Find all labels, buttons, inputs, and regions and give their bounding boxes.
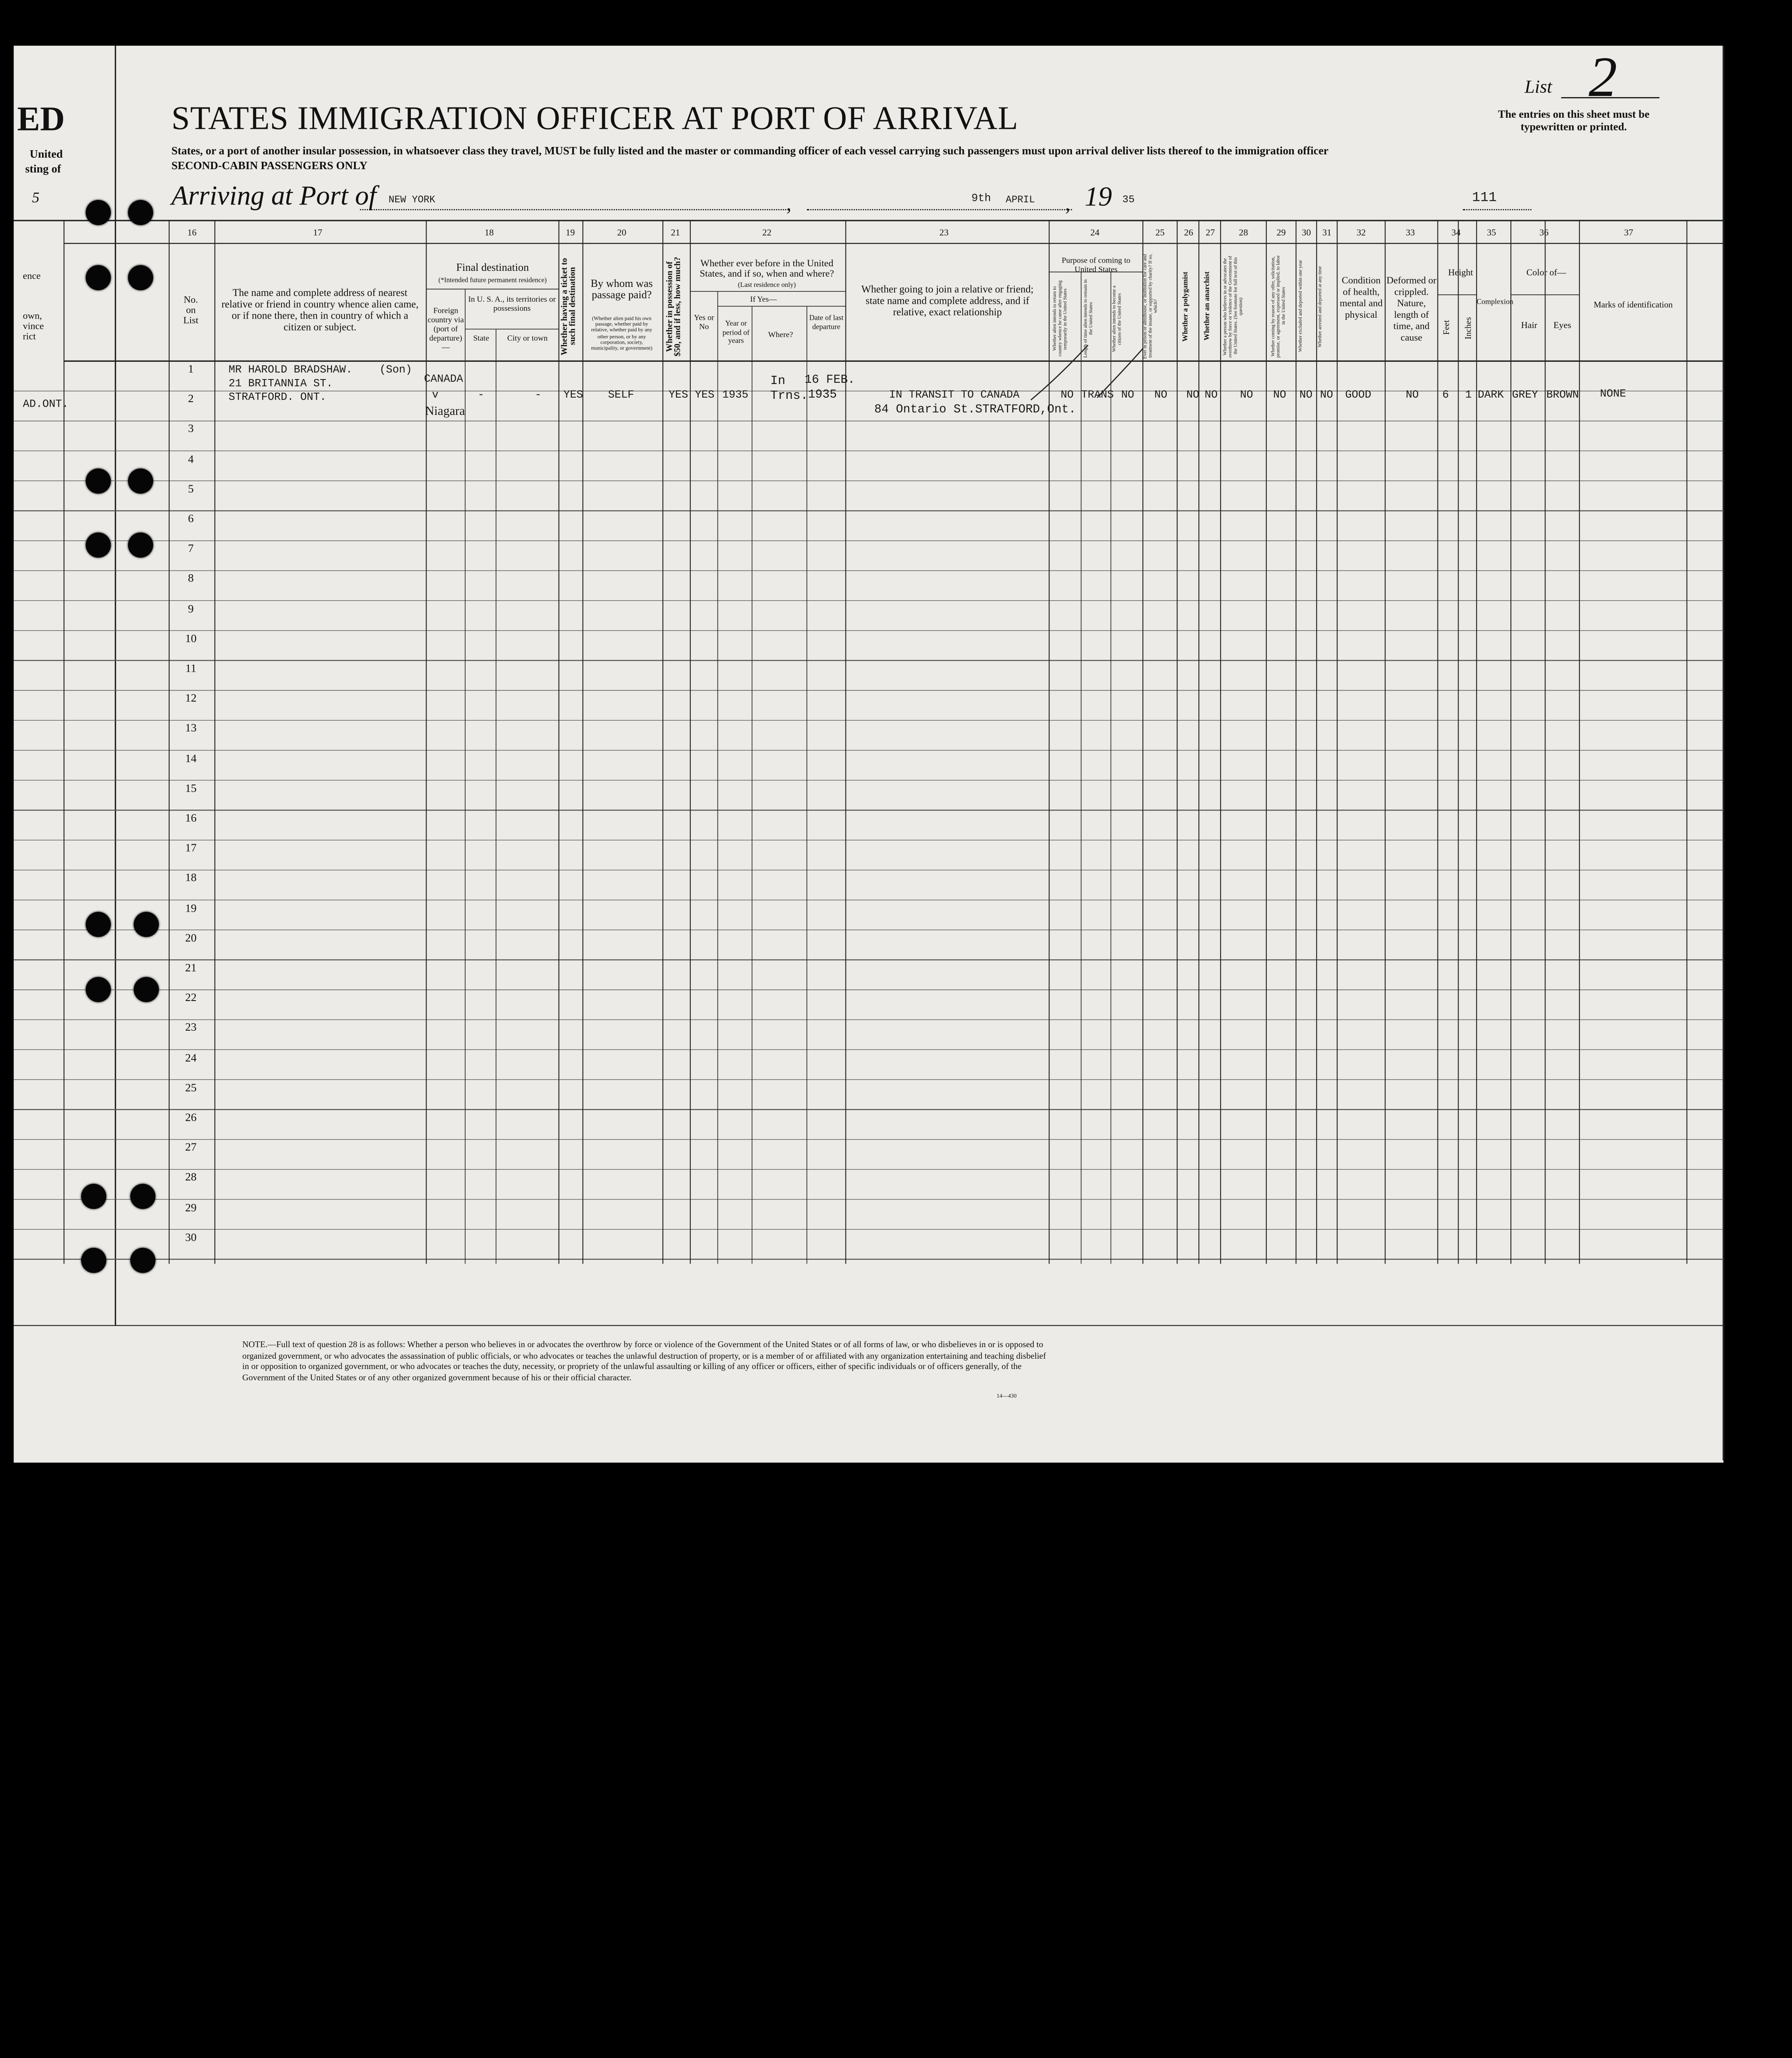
entry-has-50: YES xyxy=(669,388,688,401)
entry-state: - xyxy=(478,388,485,401)
entry-been-before: YES xyxy=(694,388,715,401)
header-col17: The name and complete address of nearest relative or friend in country whence alien came, or if none there, then in country of which a citizen or subject. xyxy=(221,286,419,333)
header-col19: Whether having a ticket to such final destination xyxy=(559,257,577,355)
column-number-33: 33 xyxy=(1405,227,1415,238)
entry-last-departure-2: 1935 xyxy=(808,388,837,403)
row-number-7: 7 xyxy=(188,543,194,556)
column-number-22: 22 xyxy=(762,227,771,238)
header-col16: No. on List xyxy=(183,293,198,326)
row-number-4: 4 xyxy=(188,453,194,466)
row-number-24: 24 xyxy=(185,1052,197,1065)
left-fragment-2: sting of xyxy=(25,163,61,176)
entry-ticket: YES xyxy=(563,388,583,401)
entry-polygamist: NO xyxy=(1186,388,1200,401)
row-number-29: 29 xyxy=(185,1201,197,1214)
header-col24-b: Length of time alien intends to remain in the United States xyxy=(1082,279,1093,358)
header-col18-usa: In U. S. A., its territories or possessions xyxy=(468,295,556,313)
header-col30: Whether excluded and deported within one year xyxy=(1297,260,1303,352)
entry-excluded: NO xyxy=(1299,388,1313,401)
row-number-1: 1 xyxy=(188,363,194,376)
row-number-26: 26 xyxy=(185,1112,197,1124)
date-day: 9th xyxy=(971,192,991,205)
header-col22-year: Year or period of years xyxy=(722,320,750,345)
entry-joining-1: IN TRANSIT TO CANADA xyxy=(889,388,1020,401)
header-col18-city: City or town xyxy=(507,333,548,343)
entry-purpose-b: TRANS xyxy=(1081,388,1114,401)
left-col-fragment: ence xyxy=(23,270,41,281)
row-number-11: 11 xyxy=(185,663,196,675)
header-col21: Whether in possession of $50, and if less, how much? xyxy=(664,256,683,356)
date-month: APRIL xyxy=(1006,194,1035,206)
entry-where-1: In xyxy=(770,375,785,389)
row-number-2: 2 xyxy=(188,393,194,406)
footnote: NOTE.—Full text of question 28 is as follows: Whether a person who believes in or advocates the overthrow by force or violence of the Government of the United States or of all forms of law, or who disbelieves in or is opposed to organized government, or who advocates the assassination of public officials, or who advocates or teaches the unlawful destruction of property, or is a member of or affiliated with any organization entertaining and teaching disbelief in or opposition to organized government, or who advocates or teaches the duty, necessity, or propriety of the unlawful assaulting or killing of any officer or officers, either of specific individuals or of officers generally, of the Government of the United States or of any other organized government because of his or their official character. xyxy=(242,1339,1046,1383)
header-col24-a: Whether alien intends to return to country whence he came after engaging temporarily in the United States xyxy=(1051,281,1068,357)
header-col22-date: Date of last departure xyxy=(809,314,844,331)
column-number-17: 17 xyxy=(313,227,322,238)
left-col-fragment-2: own, vince rict xyxy=(23,310,44,342)
row-number-5: 5 xyxy=(188,483,194,496)
header-col28: Whether a person who believes in or advocates the overthrow by force or violence of the Government of the United States. (See footnote for full text of this question) xyxy=(1221,255,1243,357)
header-col18-title: Final destination xyxy=(456,263,529,275)
form-number: 14—430 xyxy=(996,1394,1017,1400)
arriving-label: Arriving at Port of xyxy=(171,182,377,212)
title-fragment: ED xyxy=(17,100,65,138)
entry-feet: 6 xyxy=(1442,388,1449,401)
header-col18-state: State xyxy=(473,333,489,343)
comma-2: , xyxy=(1065,192,1070,215)
header-col26: Whether a polygamist xyxy=(1181,271,1190,342)
row-number-23: 23 xyxy=(185,1022,197,1035)
header-col34-inches: Inches xyxy=(1463,317,1473,339)
left-fragment-1: United xyxy=(30,148,63,161)
port-value: NEW YORK xyxy=(388,194,436,206)
header-col22-title: Whether ever before in the United States, and if so, when and where? xyxy=(699,257,834,279)
header-col22-yesno: Yes or No xyxy=(694,313,714,332)
column-number-18: 18 xyxy=(485,227,494,238)
header-col18-foreign: Foreign country via (port of departure)— xyxy=(427,306,464,352)
header-col24-title: Purpose of coming to United States xyxy=(1061,256,1130,275)
column-number-16: 16 xyxy=(187,227,197,238)
header-col32: Condition of health, mental and physical xyxy=(1340,274,1383,320)
entry-overthrow: NO xyxy=(1240,388,1253,401)
entry-relative-street: 21 BRITANNIA ST. xyxy=(228,377,333,390)
row-number-13: 13 xyxy=(185,722,197,736)
entry-inches: 1 xyxy=(1465,388,1472,401)
entry-paid-by: SELF xyxy=(608,388,634,401)
column-number-29: 29 xyxy=(1277,227,1286,238)
page-number: 111 xyxy=(1472,189,1497,206)
row-number-21: 21 xyxy=(185,962,197,975)
entry-city: - xyxy=(535,388,542,401)
entry-deformed: NO xyxy=(1405,388,1419,401)
comma-1: , xyxy=(786,192,792,215)
class-line: SECOND-CABIN PASSENGERS ONLY xyxy=(171,160,368,173)
column-number-32: 32 xyxy=(1356,227,1366,238)
year-suffix: 35 xyxy=(1122,194,1135,206)
header-col20: By whom was passage paid? xyxy=(590,279,653,302)
column-number-25: 25 xyxy=(1155,227,1165,238)
header-col24-c: Whether alien intends to become a citizen of the United States xyxy=(1111,286,1122,352)
header-col20-note: (Whether alien paid his own passage, whether paid by relative, whether paid by any other person, or by any corporation, society, municipality, or government) xyxy=(591,315,652,351)
column-number-20: 20 xyxy=(617,227,627,238)
entries-note: The entries on this sheet must be typewritten or printed. xyxy=(1498,109,1650,134)
year-prefix: 19 xyxy=(1084,183,1112,213)
row-number-6: 6 xyxy=(188,513,194,526)
header-col23: Whether going to join a relative or friend; state name and complete address, and if relative, exact relationship xyxy=(861,283,1034,318)
entry-relative-city: STRATFORD. ONT. xyxy=(228,391,326,403)
entry-eyes: BROWN xyxy=(1546,388,1579,401)
header-col35: Complexion xyxy=(1476,298,1514,307)
entry-health: GOOD xyxy=(1345,388,1371,401)
entry-purpose-a: NO xyxy=(1060,388,1074,401)
header-col22-ifyes: If Yes— xyxy=(750,295,777,304)
row-number-17: 17 xyxy=(185,842,197,855)
row-number-30: 30 xyxy=(185,1232,197,1244)
entry-last-departure-1: 16 FEB. xyxy=(804,373,855,388)
entry-prison: NO xyxy=(1154,388,1167,401)
row-number-20: 20 xyxy=(185,932,197,945)
row-number-10: 10 xyxy=(185,633,197,645)
entry-foreign-country: CANADA xyxy=(424,372,463,385)
header-col29: Whether coming by reason of any offer, solicitation, promise, or agreement, expressed or implied, to labor in the United States xyxy=(1270,255,1286,358)
header-col25: Ever in prison or almshouse, or institution for care and treatment of the insane, or supported by charity? If so, which? xyxy=(1142,254,1158,359)
column-number-19: 19 xyxy=(566,227,575,238)
entry-where-2: Trns. xyxy=(770,389,808,403)
row-number-28: 28 xyxy=(185,1171,197,1185)
header-col33: Deformed or crippled. Nature, length of time, and cause xyxy=(1386,274,1437,343)
row-number-16: 16 xyxy=(185,812,197,825)
entry-purpose-c: NO xyxy=(1121,388,1135,401)
entry-hair: GREY xyxy=(1512,388,1538,401)
row-number-25: 25 xyxy=(185,1082,197,1095)
column-number-34: 34 xyxy=(1451,227,1461,238)
list-label: List xyxy=(1524,77,1552,97)
header-col36-hair: Hair xyxy=(1521,320,1538,331)
row-number-12: 12 xyxy=(185,692,197,705)
page-title: STATES IMMIGRATION OFFICER AT PORT OF ARRIVAL xyxy=(171,100,1018,137)
entry-relative-relation: (Son) xyxy=(379,363,412,376)
column-number-23: 23 xyxy=(939,227,949,238)
row-number-15: 15 xyxy=(185,782,197,795)
entry-labor: NO xyxy=(1273,388,1286,401)
column-number-30: 30 xyxy=(1302,227,1311,238)
column-number-24: 24 xyxy=(1090,227,1100,238)
preamble: States, or a port of another insular possession, in whatsoever class they travel, MUST be fully listed and the master or commanding officer of each vessel carrying such passengers must upon arrival deliver lists thereof to the immigration officer xyxy=(171,145,1328,158)
entry-marks: NONE xyxy=(1600,387,1627,400)
column-number-27: 27 xyxy=(1205,227,1215,238)
column-number-21: 21 xyxy=(671,227,680,238)
row-number-18: 18 xyxy=(185,872,197,885)
header-col36-title: Color of— xyxy=(1526,267,1566,278)
column-number-28: 28 xyxy=(1239,227,1248,238)
row-number-8: 8 xyxy=(188,573,194,586)
row-number-27: 27 xyxy=(185,1141,197,1155)
header-col22-note: (Last residence only) xyxy=(738,282,796,289)
header-col27: Whether an anarchist xyxy=(1203,272,1212,341)
left-fragment-3: 5 xyxy=(32,189,40,206)
entry-complexion: DARK xyxy=(1477,388,1504,401)
row-number-22: 22 xyxy=(185,992,197,1005)
entry-relative-name: MR HAROLD BRADSHAW. xyxy=(228,363,352,376)
entry-arrested: NO xyxy=(1320,388,1333,401)
header-col36-eyes: Eyes xyxy=(1553,320,1571,331)
entry-year: 1935 xyxy=(722,388,748,401)
column-number-26: 26 xyxy=(1184,227,1193,238)
entry-anarchist: NO xyxy=(1205,388,1218,401)
header-col22-where: Where? xyxy=(768,330,793,340)
row-number-9: 9 xyxy=(188,603,194,616)
column-number-36: 36 xyxy=(1539,227,1549,238)
row-number-14: 14 xyxy=(185,752,197,765)
header-col18-note: (*Intended future permanent residence) xyxy=(438,277,547,285)
entry-left-fragment: AD.ONT. xyxy=(23,398,69,410)
entry-via-port: Niagara xyxy=(425,404,465,419)
entry-joining-2: 84 Ontario St.STRATFORD,Ont. xyxy=(874,403,1076,417)
row-number-3: 3 xyxy=(188,423,194,436)
header-col37: Marks of identification xyxy=(1594,299,1673,310)
entry-via-mark: v xyxy=(432,388,439,401)
header-col34-feet: Feet xyxy=(1441,320,1452,335)
row-number-19: 19 xyxy=(185,902,197,915)
column-number-31: 31 xyxy=(1322,227,1332,238)
column-number-37: 37 xyxy=(1624,227,1634,238)
header-col34-title: Height xyxy=(1448,267,1473,278)
column-number-35: 35 xyxy=(1487,227,1496,238)
list-number: 2 xyxy=(1588,44,1617,109)
header-col31: Whether arrested and deported at any time xyxy=(1317,265,1323,347)
